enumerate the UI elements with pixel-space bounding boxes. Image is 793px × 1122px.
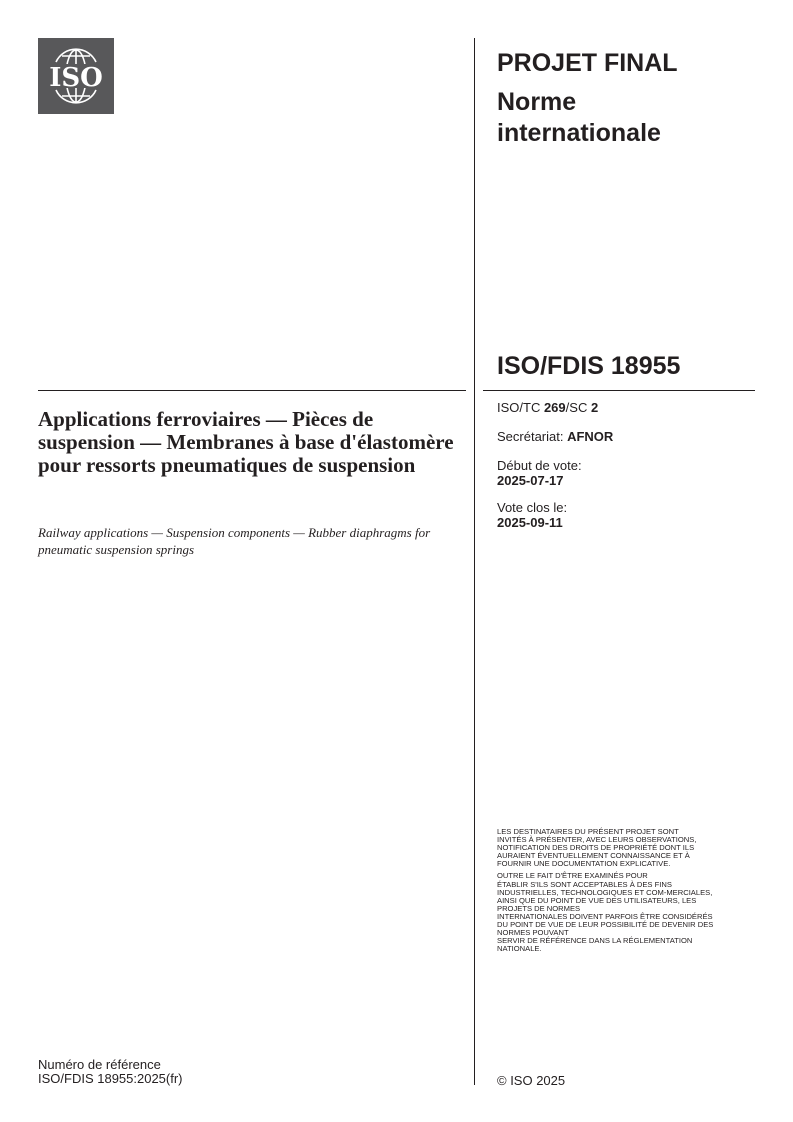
disclaimer-line: INTERNATIONALES DOIVENT PARFOIS ÊTRE CONSIDÉRÉS (497, 911, 713, 921)
committee (497, 400, 613, 415)
disclaimer-line: LES DESTINATAIRES DU PRÉSENT PROJET SONT (497, 827, 679, 836)
svg-text:ISO: ISO (49, 63, 103, 93)
vote-start-date: 2025-07-17 (497, 473, 564, 488)
horizontal-rule-left (38, 390, 466, 391)
disclaimer-line: FOURNIR UNE DOCUMENTATION EXPLICATIVE. (497, 859, 671, 869)
stage-label: PROJET FINAL (497, 49, 678, 77)
iso-logo (38, 38, 114, 114)
disclaimer-line: ÉTABLIR S'ILS SONT ACCEPTABLES À DES FINS (497, 879, 672, 889)
disclaimer-line: AURAIENT ÉVENTUELLEMENT CONNAISSANCE ET À (497, 851, 690, 861)
secretariat (497, 429, 613, 444)
tc-number: 269 (543, 400, 566, 415)
reference-number (38, 1058, 183, 1086)
document-metadata (497, 400, 613, 538)
disclaimer-para-1 (497, 828, 762, 868)
vote-end (497, 500, 613, 530)
sc-prefix: /SC (565, 400, 591, 415)
disclaimer-line: INDUSTRIELLES, TECHNOLOGIQUES ET COM-MERCIALES, (497, 887, 713, 897)
disclaimer-line: NATIONALE. (497, 944, 542, 954)
reference-number-label: Numéro de référence (38, 1057, 161, 1072)
tc-prefix: ISO/TC (497, 400, 544, 415)
vote-start (497, 458, 613, 488)
doc-type-line2: internationale (497, 119, 661, 147)
document-reference: ISO/FDIS 18955 (497, 352, 681, 380)
disclaimer-para-2 (497, 872, 762, 953)
disclaimer-line: AINSI QUE DU POINT DE VUE DES UTILISATEURS, LES (497, 895, 697, 905)
sc-number: 2 (590, 400, 599, 415)
secretariat-value: AFNOR (567, 429, 614, 444)
disclaimer-line: PROJETS DE NORMES (497, 903, 581, 913)
secretariat-label: Secrétariat: (497, 429, 568, 444)
copyright: © ISO 2025 (497, 1073, 566, 1088)
disclaimer-line: SERVIR DE RÉFÉRENCE DANS LA RÉGLEMENTATION (497, 936, 693, 946)
disclaimer-line: NOTIFICATION DES DROITS DE PROPRIÉTÉ DONT ILS (497, 843, 695, 853)
disclaimer-line: INVITÉS À PRÉSENTER, AVEC LEURS OBSERVATIONS, (497, 835, 697, 845)
disclaimer-line: DU POINT DE VUE DE LEUR POSSIBILITÉ DE DEVENIR DES (497, 920, 714, 930)
disclaimer (497, 828, 762, 957)
doc-type-line1: Norme (497, 88, 577, 116)
title-english: Railway applications — Suspension components — Rubber diaphragms for pneumatic suspension springs (38, 525, 431, 557)
column-divider (474, 38, 475, 1085)
disclaimer-line: OUTRE LE FAIT D'ÊTRE EXAMINÉS POUR (497, 871, 648, 881)
vote-end-label: Vote clos le: (497, 500, 568, 515)
reference-number-value: ISO/FDIS 18955:2025(fr) (38, 1071, 183, 1086)
document-stage-heading (497, 48, 678, 149)
disclaimer-line: NORMES POUVANT (497, 928, 569, 938)
title-french: Applications ferroviaires — Pièces de suspension — Membranes à base d'élastomère pour ressorts pneumatiques de suspension (38, 407, 454, 477)
horizontal-rule-right (483, 390, 755, 391)
vote-end-date: 2025-09-11 (497, 515, 563, 530)
vote-start-label: Début de vote: (497, 458, 582, 473)
